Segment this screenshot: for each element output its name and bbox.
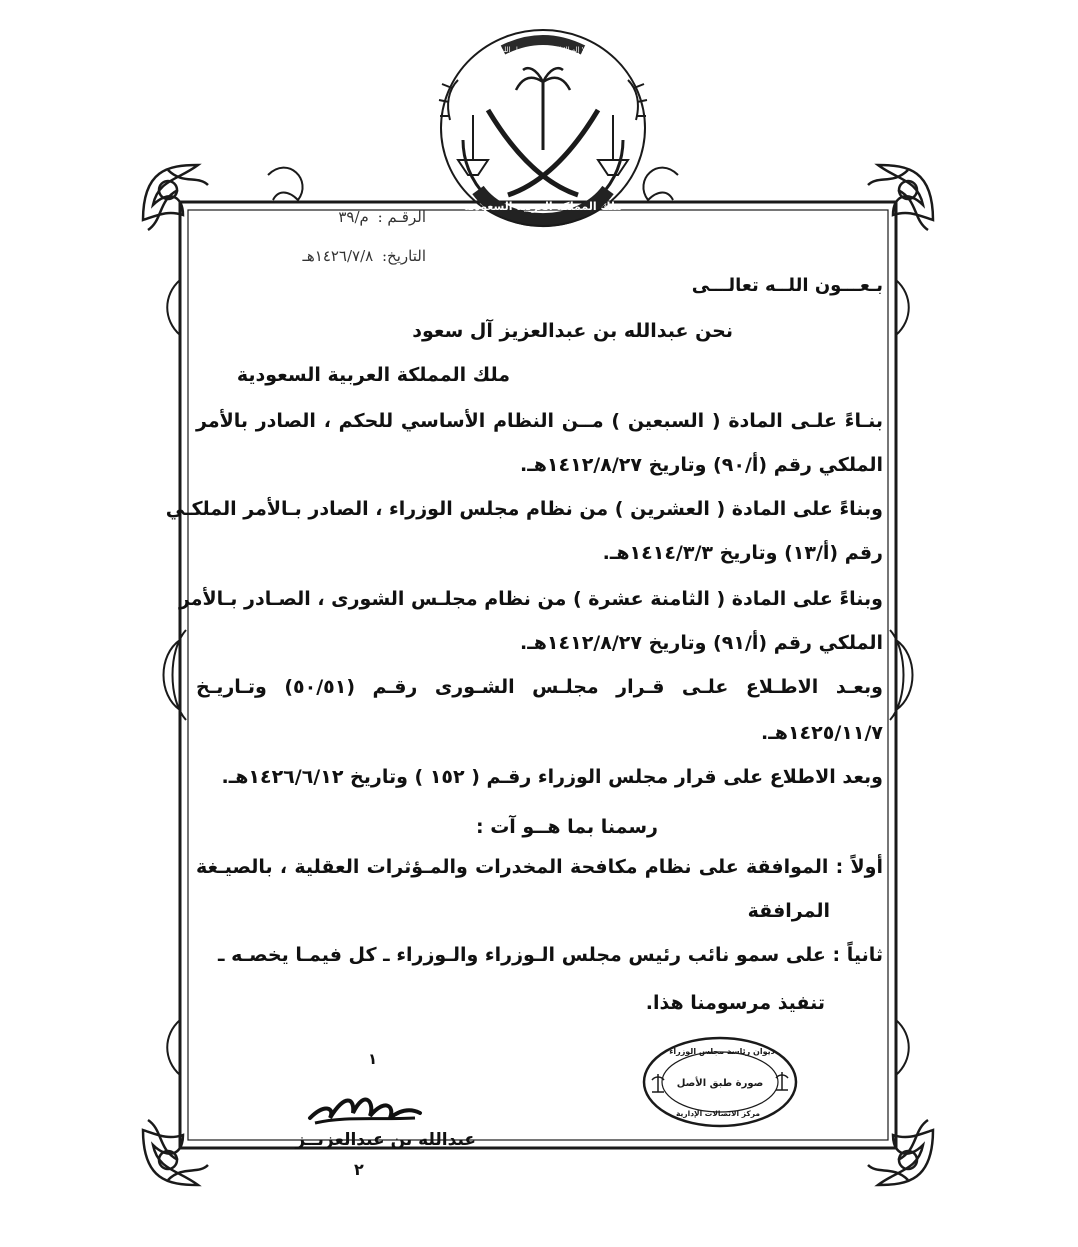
reference-date <box>302 247 426 265</box>
body-line: رقم (أ/١٣) وتاريخ ١٤١٤/٣/٣هـ. <box>602 542 883 564</box>
stamp-line-2: صورة طبق الأصل <box>676 1078 764 1089</box>
body-line: وبعد الاطلاع على قرار مجلس الوزراء رقـم ( ١٥٢ ) وتاريخ ١٤٢٦/٦/١٢هـ. <box>221 766 883 788</box>
body-line: بنـاءً علـى المادة ( السبعين ) مــن النظام الأساسي للحكم ، الصادر بالأمر <box>196 410 883 432</box>
side-ornament-right <box>890 280 913 1075</box>
article-second-continued: تنفيذ مرسومنا هذا. <box>645 992 825 1014</box>
official-stamp <box>640 1032 800 1132</box>
article-first: أولاً : الموافقة على نظام مكافحة المخدرات والمـؤثرات العقلية ، بالصيـغة <box>196 856 883 878</box>
reference-number <box>338 208 426 226</box>
emblem-shahada: لا إله إلا الله محمد رسول الله <box>500 46 586 54</box>
tick-mark: ١ <box>368 1050 378 1068</box>
date-value: ١٤٢٦/٧/٨هـ <box>302 247 374 265</box>
royal-emblem <box>428 10 658 245</box>
side-ornament-left <box>164 280 187 1075</box>
top-flourish-left <box>268 168 303 200</box>
opening-invocation: بـعـــون اللــه تعالـــى <box>691 275 883 296</box>
issuer-name: نحن عبدالله بن عبدالعزيز آل سعود <box>412 320 733 342</box>
body-line: وبناءً على المادة ( الثامنة عشرة ) من نظام مجلـس الشورى ، الصـادر بـالأمر <box>178 588 883 610</box>
body-line: الملكي رقم (أ/٩١) وتاريخ ١٤١٢/٨/٢٧هـ. <box>520 632 883 654</box>
article-first-continued: المرافقة <box>747 900 830 922</box>
corner-ornament-bottom-left <box>143 1120 208 1185</box>
handwritten-signature <box>305 1078 425 1133</box>
stamp-line-3: مركز الاتصالات الإدارية <box>675 1109 761 1118</box>
date-label: التاريخ: <box>382 247 426 265</box>
article-second: ثانياً : على سمو نائب رئيس مجلس الـوزراء والـوزراء ـ كل فيمـا يخصـه ـ <box>218 944 883 966</box>
corner-ornament-top-left <box>143 165 208 230</box>
reference-value: م/٣٩ <box>338 208 369 226</box>
signatory-name: عبدالله بن عبدالعزيــز <box>295 1130 476 1150</box>
body-line: الملكي رقم (أ/٩٠) وتاريخ ١٤١٢/٨/٢٧هـ. <box>520 454 883 476</box>
body-line: ١٤٢٥/١١/٧هـ. <box>761 722 883 744</box>
body-line: وبناءً على المادة ( العشرين ) من نظام مجلس الوزراء ، الصادر بـالأمر الملكـي <box>165 498 883 520</box>
ornamental-border <box>138 160 938 1190</box>
stamp-line-1: ديوان رئاسة مجلس الوزراء <box>669 1047 775 1056</box>
body-line: وبعـد الاطـلاع علـى قـرار مجلـس الشـورى رقـم (٥٠/٥١) وتـاريـخ <box>196 676 883 698</box>
corner-ornament-top-right <box>868 165 933 230</box>
decree-heading: رسمنا بما هــو آت : <box>476 816 658 838</box>
issuer-title: ملك المملكة العربية السعودية <box>236 364 510 386</box>
signature-mark: ٢ <box>354 1160 364 1179</box>
emblem-ring-text: ملك المملكة العربية السعودية <box>463 200 623 213</box>
reference-label: الرقـم : <box>377 208 426 226</box>
corner-ornament-bottom-right <box>868 1120 933 1185</box>
